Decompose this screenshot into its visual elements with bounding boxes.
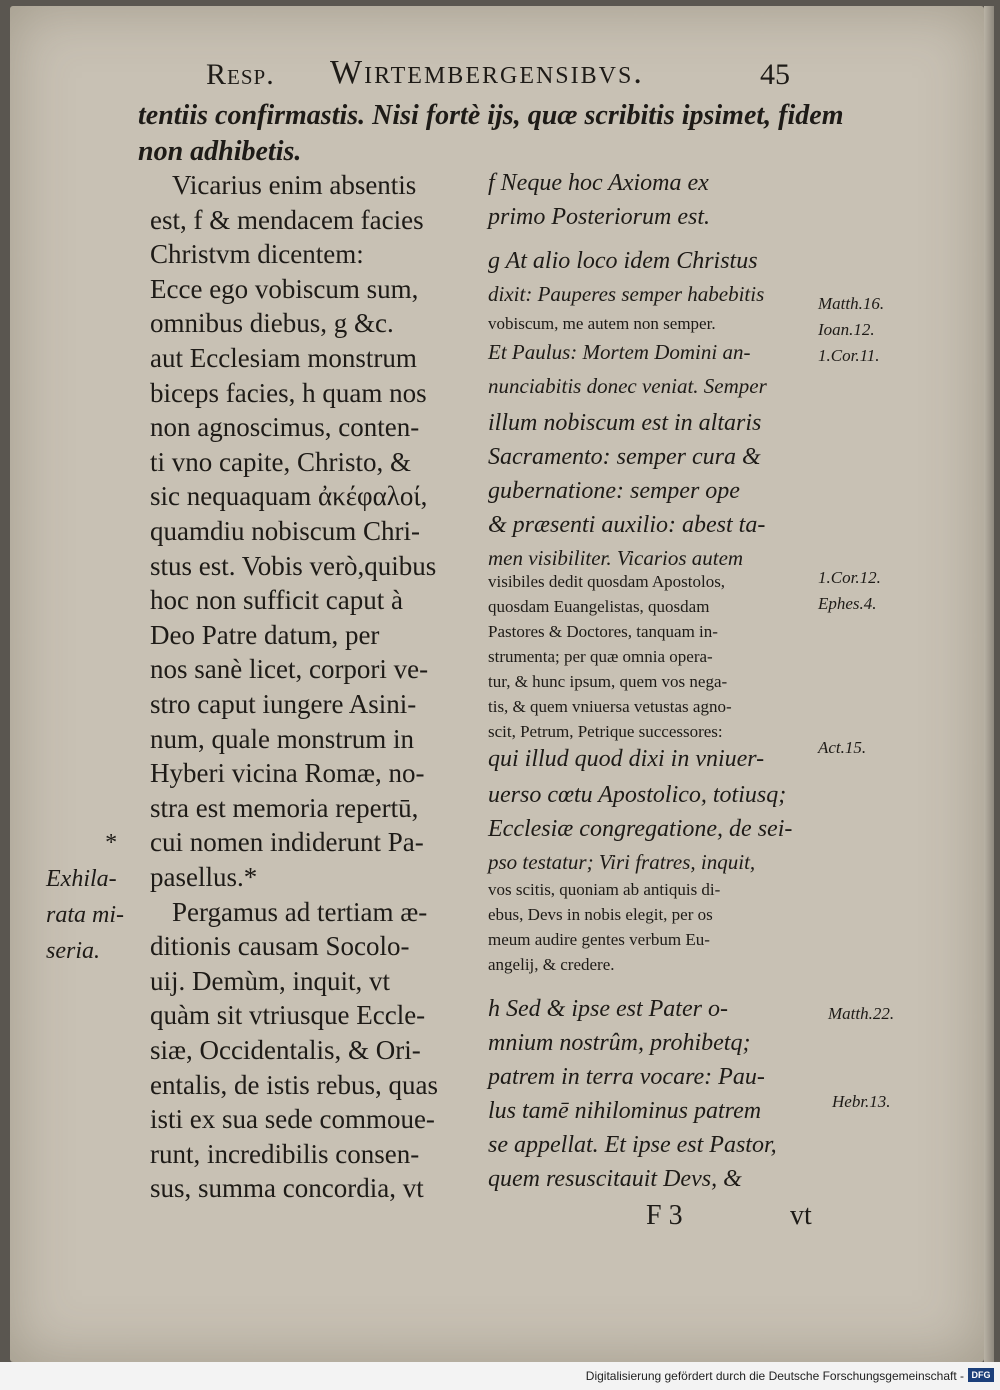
right-column-line: se appellat. Et ipse est Pastor, — [488, 1132, 777, 1158]
left-column-line: omnibus diebus, g &c. — [150, 308, 394, 339]
footer-bar — [0, 1362, 1000, 1390]
catchword: vt — [790, 1200, 812, 1231]
intro-line: tentiis confirmastis. Nisi fortè ijs, quæ scribitis ipsimet, fidem — [138, 100, 844, 131]
left-column-line: stro caput iungere Asini- — [150, 689, 417, 719]
dfg-logo-icon: DFG — [968, 1368, 994, 1382]
margin-reference: Matth.22. — [828, 1004, 895, 1023]
right-column-line: meum audire gentes verbum Eu- — [488, 930, 710, 949]
right-column-line: strumenta; per quæ omnia opera- — [488, 647, 713, 666]
right-column-line: Sacramento: semper cura & — [488, 444, 761, 470]
right-column-line: scit, Petrum, Petrique successores: — [488, 722, 723, 741]
left-column-line: siæ, Occidentalis, & Ori- — [150, 1035, 421, 1065]
right-column-line: tis, & quem vniuersa vetustas agno- — [488, 697, 732, 716]
left-column-line: Pergamus ad tertiam æ- — [172, 896, 428, 927]
right-column-line: mnium nostrûm, prohibetq; — [488, 1030, 751, 1056]
margin-reference: 1.Cor.11. — [818, 346, 880, 365]
left-column-line: sus, summa concordia, vt — [150, 1173, 424, 1204]
left-column-line: quamdiu nobiscum Chri- — [150, 516, 420, 546]
right-column-line: g At alio loco idem Christus — [488, 248, 758, 274]
right-column-line: tur, & hunc ipsum, quem vos nega- — [488, 672, 728, 691]
page-edge — [984, 6, 994, 1362]
right-column-line: vobiscum, me autem non semper. — [488, 314, 716, 333]
running-header — [0, 52, 974, 96]
left-column-line: cui nomen indiderunt Pa- — [150, 827, 424, 858]
left-margin-line: * — [104, 830, 116, 856]
right-column-line: men visibiliter. Vicarios autem — [488, 546, 744, 570]
intro-line: non adhibetis. — [138, 136, 302, 167]
header-left: Resp. — [206, 58, 275, 91]
right-column-line: visibiles dedit quosdam Apostolos, — [488, 572, 726, 591]
signature-mark: F 3 — [646, 1200, 683, 1231]
left-margin-line: Exhila- — [46, 866, 117, 892]
right-column-line: patrem in terra vocare: Pau- — [488, 1064, 765, 1090]
left-column-line: ditionis causam Socolo- — [150, 931, 410, 962]
right-column-line: vos scitis, quoniam ab antiquis di- — [488, 880, 721, 899]
left-column-line: Vicarius enim absentis — [172, 170, 417, 200]
right-column-line: quem resuscitauit Devs, & — [488, 1166, 742, 1192]
left-column-line: Deo Patre datum, per — [150, 619, 380, 650]
left-column-line: pasellus.* — [150, 862, 258, 892]
margin-reference: Act.15. — [818, 738, 867, 757]
left-column-line: isti ex sua sede commoue- — [150, 1104, 435, 1135]
right-column-line: nunciabitis donec veniat. Semper — [488, 374, 767, 398]
left-column-line: aut Ecclesiam monstrum — [150, 343, 417, 373]
right-column-line: Ecclesiæ congregatione, de sei- — [488, 816, 793, 842]
right-column-line: angelij, & credere. — [488, 955, 615, 974]
page-number: 45 — [760, 58, 790, 91]
margin-reference: Matth.16. — [818, 294, 885, 313]
margin-reference: Ioan.12. — [818, 320, 875, 339]
right-column-line: & præsenti auxilio: abest ta- — [488, 512, 766, 538]
left-margin-line: seria. — [46, 938, 100, 964]
margin-reference: 1.Cor.12. — [818, 568, 881, 587]
left-column-line: nos sanè licet, corpori ve- — [150, 654, 429, 685]
right-column-line: h Sed & ipse est Pater o- — [488, 996, 728, 1022]
left-column-line: non agnoscimus, conten- — [150, 412, 420, 443]
left-column-line: Christvm dicentem: — [150, 239, 364, 270]
right-column-line: uerso cœtu Apostolico, totiusq; — [488, 782, 787, 808]
right-column-line: illum nobiscum est in altaris — [488, 410, 762, 436]
left-column-line: sic nequaquam ἀκέφαλοί, — [150, 481, 428, 512]
right-column-line: lus tamē nihilominus patrem — [488, 1098, 762, 1124]
right-column-line: pso testatur; Viri fratres, inquit, — [488, 850, 756, 874]
right-column-line: primo Posteriorum est. — [488, 204, 710, 230]
right-column-line: f Neque hoc Axioma ex — [488, 170, 709, 196]
right-column-line: Pastores & Doctores, tanquam in- — [488, 622, 718, 641]
left-margin-line: rata mi- — [46, 902, 124, 928]
left-column-line: quàm sit vtriusque Eccle- — [150, 1000, 426, 1031]
margin-reference: Ephes.4. — [818, 594, 877, 613]
right-column-line: ebus, Devs in nobis elegit, per os — [488, 905, 713, 924]
footer-text: Digitalisierung gefördert durch die Deutsche Forschungsgemeinschaft - — [585, 1369, 964, 1383]
left-column-line: stra est memoria repertū, — [150, 792, 419, 823]
right-column-line: gubernatione: semper ope — [488, 478, 740, 504]
right-column-line: dixit: Pauperes semper habebitis — [488, 282, 765, 306]
left-column-line: biceps facies, h quam nos — [150, 377, 427, 408]
header-title: Wirtembergensibvs. — [330, 54, 644, 91]
left-column-line: Ecce ego vobiscum sum, — [150, 273, 419, 304]
right-column-line: quosdam Euangelistas, quosdam — [488, 597, 710, 616]
left-column-line: entalis, de istis rebus, quas — [150, 1069, 438, 1100]
left-column-line: stus est. Vobis verò,quibus — [150, 550, 437, 581]
left-column-line: runt, incredibilis consen- — [150, 1138, 420, 1169]
left-column-line: num, quale monstrum in — [150, 723, 414, 754]
left-column-line: Hyberi vicina Romæ, no- — [150, 758, 425, 789]
left-column-line: ti vno capite, Christo, & — [150, 446, 411, 477]
margin-reference: Hebr.13. — [832, 1092, 891, 1111]
left-column-line: hoc non sufficit caput à — [150, 585, 403, 616]
left-column-line: est, f & mendacem facies — [150, 204, 424, 235]
right-column-line: Et Paulus: Mortem Domini an- — [488, 340, 751, 364]
right-column-line: qui illud quod dixi in vniuer- — [488, 746, 765, 772]
left-column-line: uij. Demùm, inquit, vt — [150, 965, 390, 996]
